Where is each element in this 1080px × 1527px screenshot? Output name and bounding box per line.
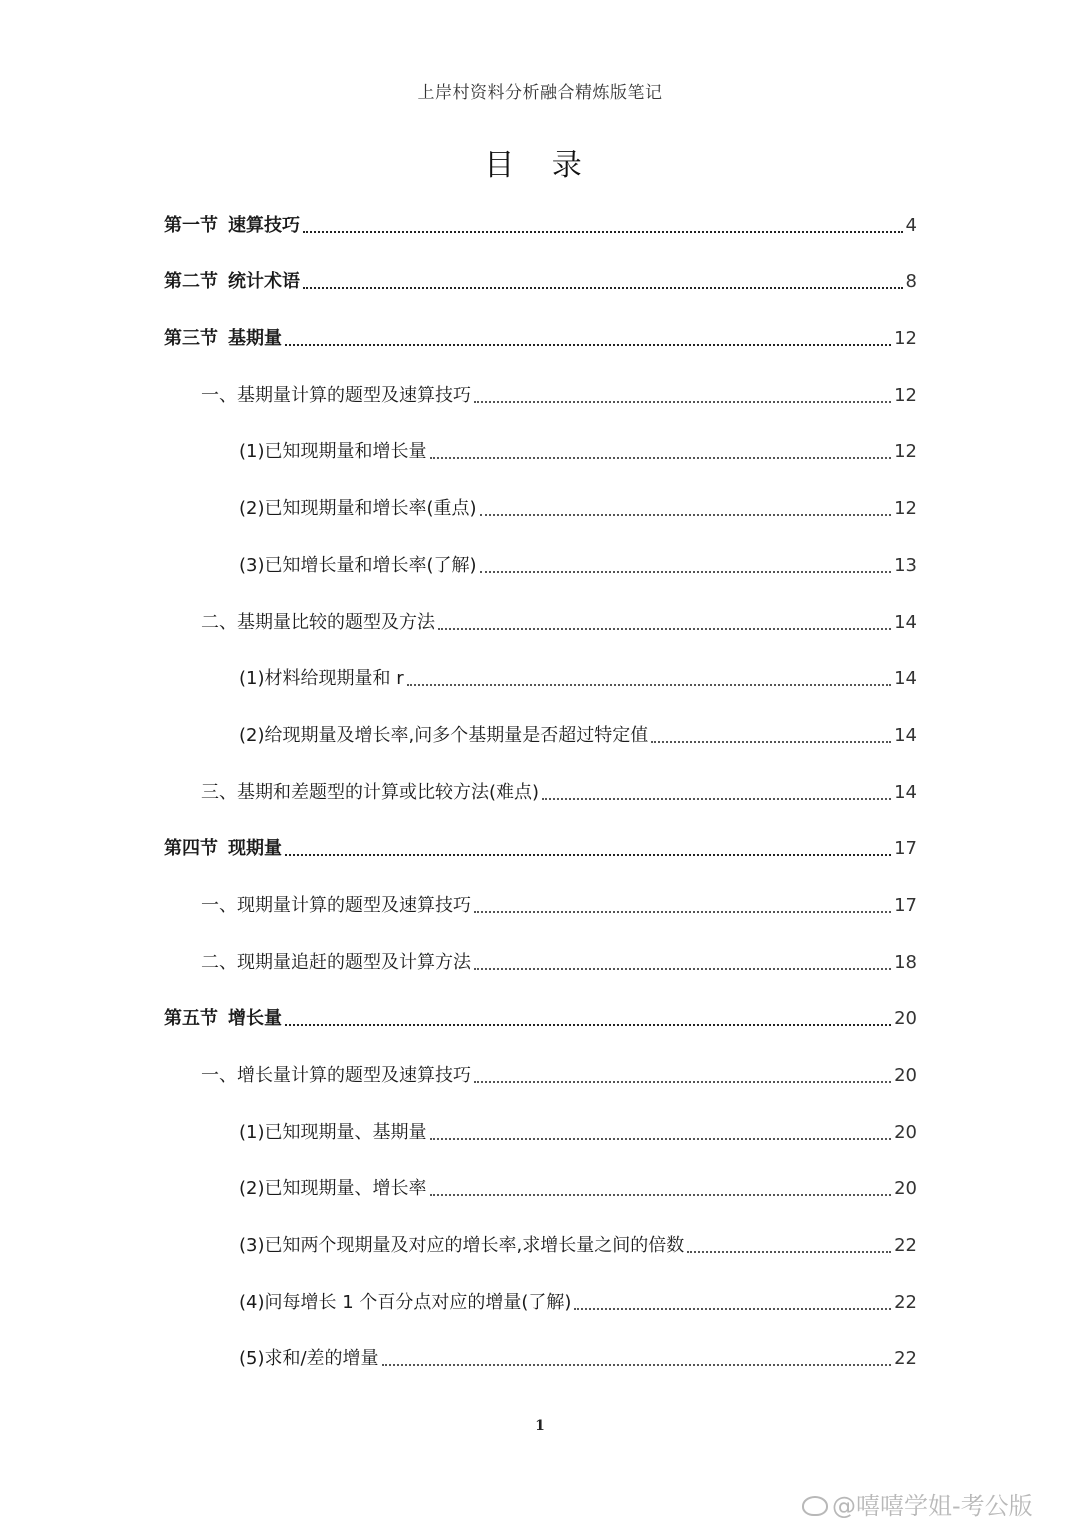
toc-dot-leader [438,628,891,630]
toc-page-number: 8 [905,271,917,293]
toc-entry[interactable] [164,423,917,480]
toc-dot-leader [303,231,903,233]
page-title: 目 录 [484,148,596,183]
toc-entry-label: (2)给现期量及增长率,问多个基期量是否超过特定值 [239,724,649,746]
watermark [802,1486,1033,1521]
toc-entry[interactable] [164,366,917,423]
toc-section-number: 第一节 [164,214,218,236]
toc-dot-leader [303,287,903,289]
toc-dot-leader [382,1364,892,1366]
toc-entry-label [164,328,282,350]
toc-dot-leader [285,854,891,856]
toc-entry-label: 一、基期量计算的题型及速算技巧 [201,384,471,406]
toc-dot-leader [474,1081,891,1083]
toc-dot-leader [430,1138,892,1140]
toc-dot-leader [480,514,892,516]
toc-entry[interactable] [164,1330,917,1387]
toc-page-number: 20 [894,1008,917,1030]
toc-entry-label: 三、基期和差题型的计算或比较方法(难点) [201,781,540,803]
toc-entry[interactable] [164,1160,917,1217]
toc-page-number: 14 [894,668,917,690]
toc-dot-leader [285,1024,891,1026]
toc-section-name: 速算技巧 [228,214,300,236]
toc-dot-leader [285,344,891,346]
toc-page-number: 22 [894,1291,917,1313]
toc-section-number: 第五节 [164,1008,218,1030]
toc-page-number: 18 [894,951,917,973]
toc-entry[interactable] [164,706,917,763]
toc-page-number: 14 [894,611,917,633]
toc-entry[interactable] [164,309,917,366]
toc-entry-label: (1)材料给现期量和 r [239,668,404,690]
toc-entry-label: (3)已知两个现期量及对应的增长率,求增长量之间的倍数 [239,1235,685,1257]
toc-page-number: 20 [894,1121,917,1143]
toc-entry-label: 二、现期量追赶的题型及计算方法 [201,951,471,973]
toc-entry-label [164,1008,282,1030]
toc-entry[interactable] [164,820,917,877]
toc-section-name: 基期量 [228,328,282,350]
toc-entry[interactable] [164,196,917,253]
toc-entry-label: (2)已知现期量和增长率(重点) [239,498,477,520]
watermark-text: @嘻嘻学姐-考公版 [832,1492,1033,1520]
toc-entry-label [164,271,300,293]
toc-page-number: 20 [894,1178,917,1200]
toc-dot-leader [480,571,892,573]
toc-entry[interactable] [164,763,917,820]
toc-page-number: 17 [894,838,917,860]
toc-dot-leader [474,401,891,403]
toc-page-number: 22 [894,1235,917,1257]
toc-section-name: 增长量 [228,1008,282,1030]
toc-dot-leader [651,741,891,743]
toc-page-number: 14 [894,724,917,746]
toc-page-number: 20 [894,1065,917,1086]
toc-dot-leader [474,911,891,913]
toc-page-number: 12 [894,384,917,406]
toc-entry[interactable] [164,253,917,310]
toc-dot-leader [430,1194,892,1196]
toc-entry-label: 一、增长量计算的题型及速算技巧 [201,1065,471,1086]
toc-entry[interactable] [164,1216,917,1273]
toc-page-number: 12 [894,328,917,350]
toc-entry[interactable] [164,933,917,990]
toc-entry[interactable] [164,1046,917,1103]
toc-entry-label [164,838,282,860]
toc-dot-leader [687,1251,891,1253]
page-number: 1 [535,1418,545,1434]
toc-dot-leader [474,968,891,970]
toc-entry-label: 一、现期量计算的题型及速算技巧 [201,894,471,916]
toc-entry[interactable] [164,1103,917,1160]
toc-page-number: 22 [894,1348,917,1370]
weibo-icon [802,1496,828,1516]
toc-entry[interactable] [164,650,917,707]
toc-entry[interactable] [164,990,917,1047]
toc-dot-leader [574,1308,891,1310]
table-of-contents [164,196,917,1386]
toc-section-name: 现期量 [228,838,282,860]
toc-entry-label: 二、基期量比较的题型及方法 [201,611,435,633]
toc-page-number: 13 [894,554,917,576]
toc-entry[interactable] [164,536,917,593]
toc-section-name: 统计术语 [228,271,300,293]
toc-entry-label: (1)已知现期量和增长量 [239,441,427,463]
toc-entry-label: (5)求和/差的增量 [239,1348,379,1370]
toc-entry[interactable] [164,593,917,650]
toc-section-number: 第四节 [164,838,218,860]
toc-section-number: 第三节 [164,328,218,350]
toc-entry-label [164,215,300,237]
toc-page-number: 12 [894,441,917,463]
toc-entry-label: (4)问每增长 1 个百分点对应的增量(了解) [239,1291,572,1313]
toc-entry[interactable] [164,1273,917,1330]
toc-entry-label: (1)已知现期量、基期量 [239,1121,427,1143]
toc-dot-leader [542,798,891,800]
toc-dot-leader [430,457,892,459]
toc-dot-leader [407,684,891,686]
toc-entry[interactable] [164,876,917,933]
toc-page-number: 4 [905,214,917,236]
running-header: 上岸村资料分析融合精炼版笔记 [417,83,663,103]
toc-page-number: 14 [894,781,917,803]
toc-entry-label: (2)已知现期量、增长率 [239,1178,427,1200]
toc-page-number: 12 [894,498,917,520]
toc-entry-label: (3)已知增长量和增长率(了解) [239,554,477,576]
toc-section-number: 第二节 [164,271,218,293]
toc-page-number: 17 [894,894,917,916]
toc-entry[interactable] [164,479,917,536]
